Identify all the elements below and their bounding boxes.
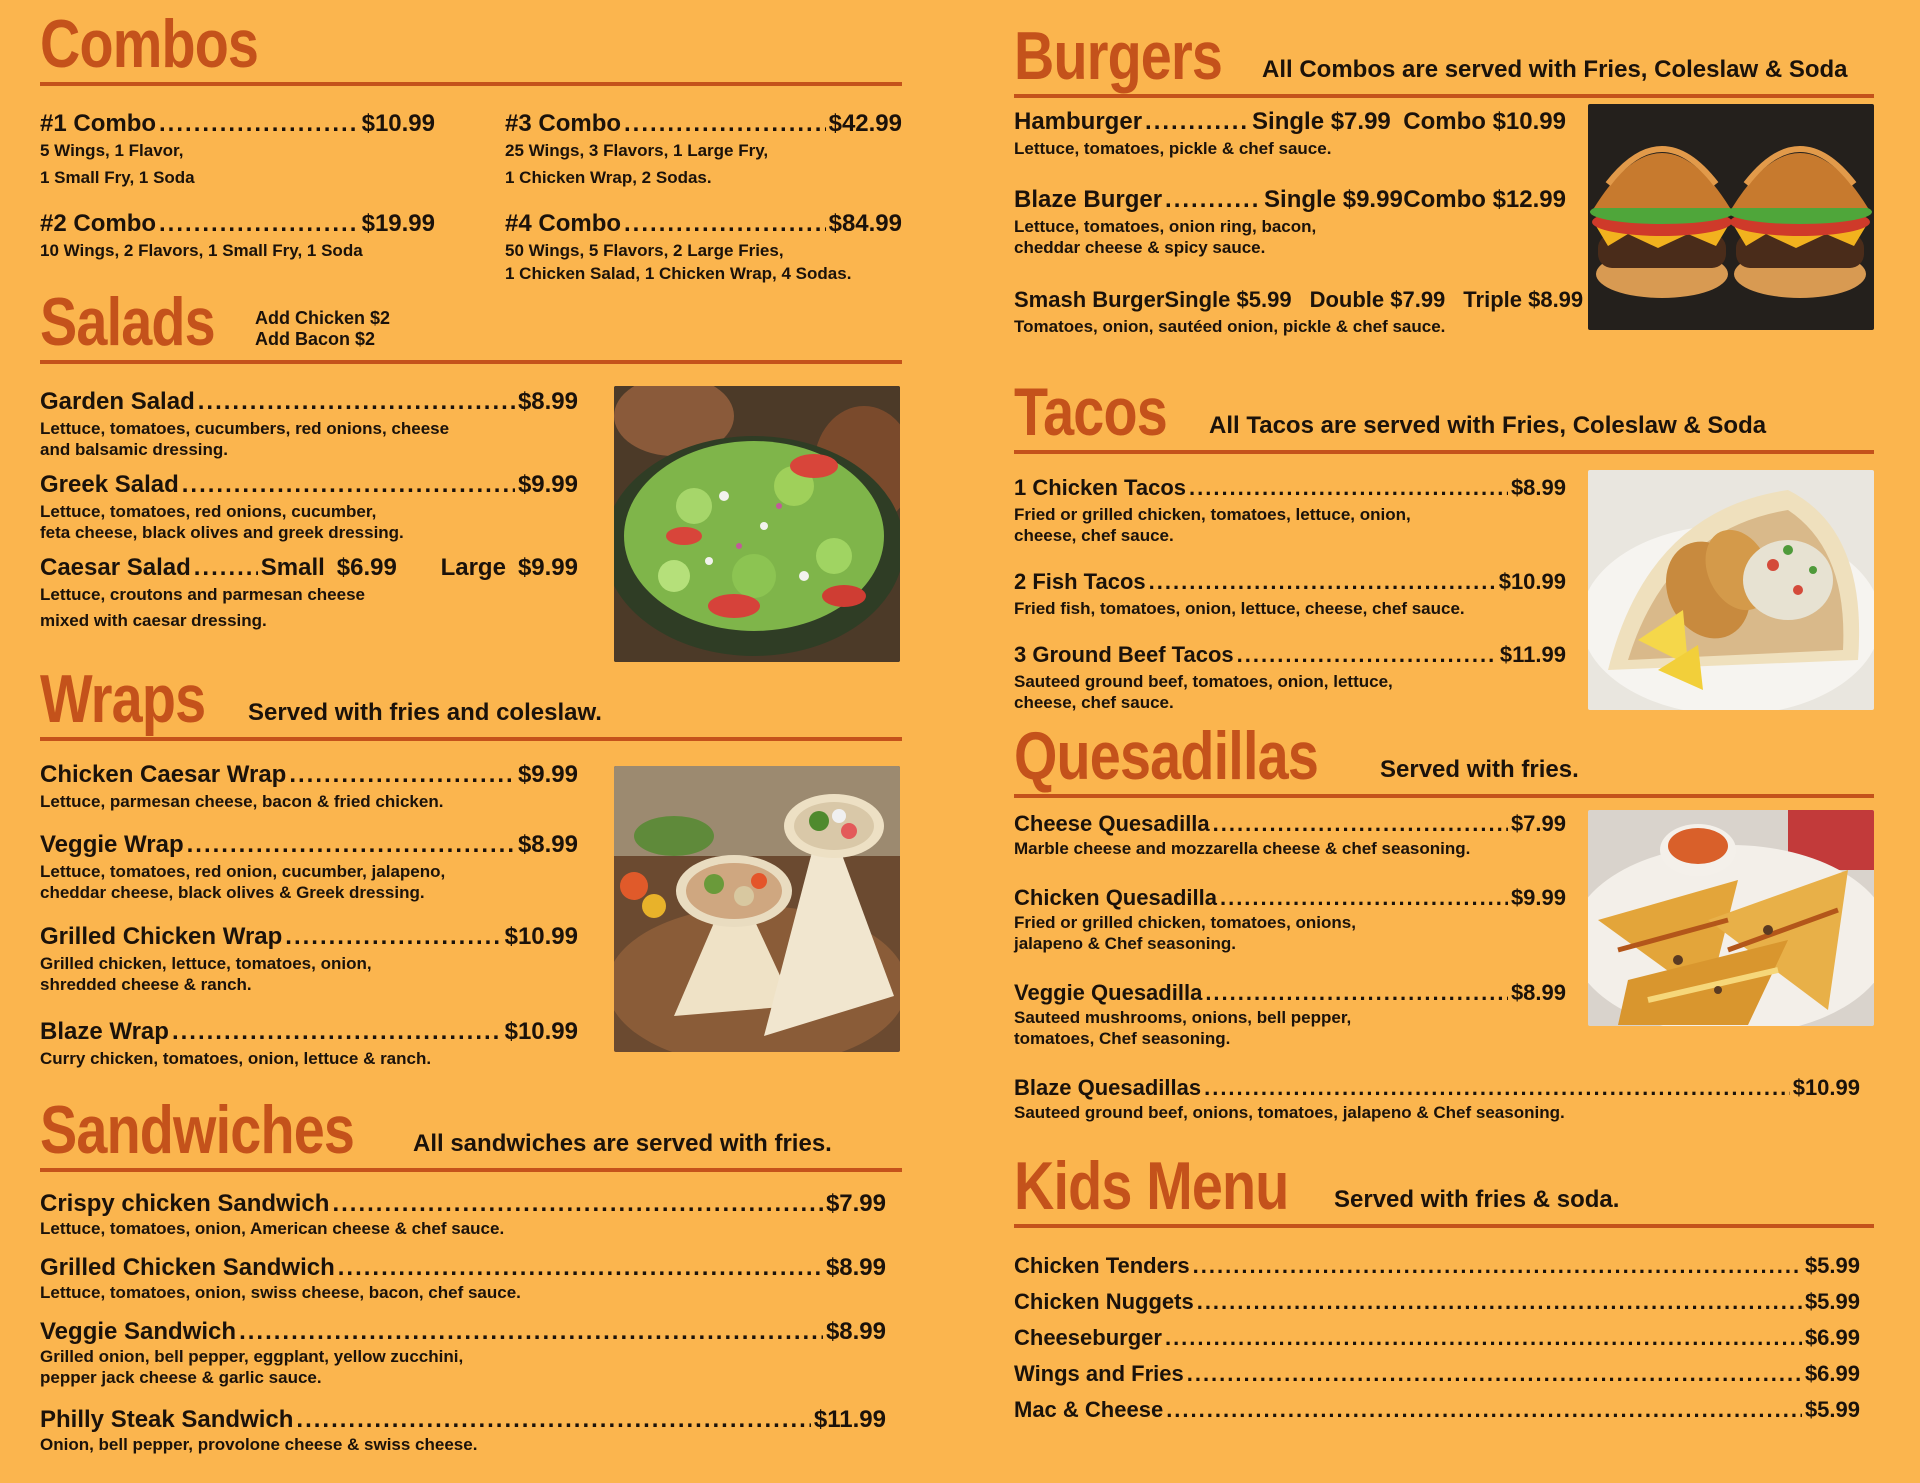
item-desc: cheese, chef sauce. xyxy=(1014,526,1174,545)
leader-dots xyxy=(285,923,501,951)
item-desc: Lettuce, tomatoes, red onion, cucumber, jalapeno, xyxy=(40,862,446,881)
quesadillas-section xyxy=(1014,718,1874,1142)
menu-item-caesar-salad xyxy=(40,554,578,631)
item-desc: 5 Wings, 1 Flavor, xyxy=(40,141,184,160)
item-price: $7.99 xyxy=(1510,811,1566,836)
quesadilla-photo xyxy=(1588,810,1874,1026)
menu-item-blaze-burger xyxy=(1014,186,1566,258)
leader-dots xyxy=(172,1018,502,1046)
quesadillas-header xyxy=(1014,718,1874,798)
item-desc: Grilled onion, bell pepper, eggplant, yellow zucchini, xyxy=(40,1347,464,1366)
item-desc: feta cheese, black olives and greek dressing. xyxy=(40,523,404,542)
kids-menu-title: Kids Menu xyxy=(1014,1148,1289,1224)
wraps-subtitle: Served with fries and coleslaw. xyxy=(248,699,602,726)
leader-dots xyxy=(289,761,515,789)
leader-dots xyxy=(159,210,359,238)
item-desc: 1 Chicken Salad, 1 Chicken Wrap, 4 Sodas. xyxy=(505,264,852,283)
taco-photo xyxy=(1588,470,1874,710)
item-desc: Lettuce, croutons and parmesan cheese xyxy=(40,585,365,604)
item-desc: mixed with caesar dressing. xyxy=(40,611,267,630)
menu-item-chicken-tenders xyxy=(1014,1252,1860,1280)
menu-item-fish-tacos xyxy=(1014,568,1566,619)
item-price: $11.99 xyxy=(1499,642,1566,667)
leader-dots xyxy=(1187,1360,1802,1388)
item-price: $19.99 xyxy=(361,210,435,237)
item-price: $6.99 xyxy=(1804,1325,1860,1350)
combo-price: Combo $10.99 xyxy=(1403,108,1566,135)
item-name: Veggie Quesadilla xyxy=(1014,980,1203,1005)
item-price: $8.99 xyxy=(825,1254,886,1281)
item-name: Chicken Tenders xyxy=(1014,1253,1190,1278)
item-price: $5.99 xyxy=(1804,1397,1860,1422)
item-desc: pepper jack cheese & garlic sauce. xyxy=(40,1368,322,1387)
item-price: $8.99 xyxy=(1510,475,1566,500)
wrap-photo xyxy=(614,766,900,1052)
combo-price: Combo $12.99 xyxy=(1403,186,1566,213)
item-desc: Lettuce, tomatoes, red onions, cucumber, xyxy=(40,502,377,521)
menu-item-veggie-sandwich xyxy=(40,1318,886,1388)
menu-item-mac-and-cheese xyxy=(1014,1396,1860,1424)
item-name: Blaze Burger xyxy=(1014,186,1163,213)
single-price: Single $5.99 xyxy=(1164,287,1292,312)
item-name: Veggie Wrap xyxy=(40,831,184,858)
item-name: #3 Combo xyxy=(505,110,622,137)
item-name: Grilled Chicken Sandwich xyxy=(40,1254,335,1281)
item-price: $9.99 xyxy=(517,471,578,498)
wraps-title: Wraps xyxy=(40,661,206,737)
menu-item-chicken-quesadilla xyxy=(1014,884,1566,954)
item-name: #2 Combo xyxy=(40,210,157,237)
menu-item-cheese-quesadilla xyxy=(1014,810,1566,859)
leader-dots xyxy=(1204,1074,1790,1102)
item-name: Hamburger xyxy=(1014,108,1143,135)
wrap-image xyxy=(614,766,900,1052)
item-name: Blaze Wrap xyxy=(40,1018,169,1045)
menu-item-veggie-quesadilla xyxy=(1014,979,1566,1049)
item-desc: Marble cheese and mozzarella cheese & chef seasoning. xyxy=(1014,839,1471,858)
tacos-section xyxy=(1014,374,1874,718)
triple-price: Triple $8.99 xyxy=(1463,287,1584,312)
item-desc: Curry chicken, tomatoes, onion, lettuce & ranch. xyxy=(40,1049,432,1068)
menu-item-ground-beef-tacos xyxy=(1014,641,1566,713)
item-desc: Lettuce, tomatoes, onion ring, bacon, xyxy=(1014,217,1317,236)
kids-menu-subtitle: Served with fries & soda. xyxy=(1334,1186,1620,1213)
leader-dots xyxy=(239,1318,823,1346)
item-price: $42.99 xyxy=(828,110,902,137)
burgers-subtitle: All Combos are served with Fries, Coleslaw & Soda xyxy=(1262,56,1848,83)
addon-bacon: Add Bacon $2 xyxy=(255,329,376,349)
size-large-label: Large xyxy=(440,554,506,581)
menu-item-combo-2 xyxy=(40,210,435,261)
item-price: $6.99 xyxy=(1804,1361,1860,1386)
item-name: Cheese Quesadilla xyxy=(1014,811,1210,836)
tacos-title: Tacos xyxy=(1014,374,1167,450)
size-large-price: $9.99 xyxy=(517,554,578,581)
item-desc: 10 Wings, 2 Flavors, 1 Small Fry, 1 Soda xyxy=(40,241,363,260)
item-price: $7.99 xyxy=(825,1190,886,1217)
item-desc: Lettuce, tomatoes, pickle & chef sauce. xyxy=(1014,139,1332,158)
item-desc: tomatoes, Chef seasoning. xyxy=(1014,1029,1231,1048)
quesadilla-image xyxy=(1588,810,1874,1026)
menu-item-combo-3 xyxy=(505,110,902,188)
item-desc: Lettuce, tomatoes, onion, swiss cheese, bacon, chef sauce. xyxy=(40,1283,521,1302)
item-price: $10.99 xyxy=(504,1018,578,1045)
wraps-header xyxy=(40,661,902,741)
menu-item-veggie-wrap xyxy=(40,831,578,903)
item-desc: Fried fish, tomatoes, onion, lettuce, cheese, chef sauce. xyxy=(1014,599,1465,618)
kids-menu-header xyxy=(1014,1148,1874,1228)
menu-item-grilled-chicken-wrap xyxy=(40,923,578,995)
sandwiches-subtitle: All sandwiches are served with fries. xyxy=(413,1130,832,1157)
leader-dots xyxy=(332,1190,823,1218)
item-desc: Lettuce, parmesan cheese, bacon & fried chicken. xyxy=(40,792,444,811)
item-price: $10.99 xyxy=(361,110,435,137)
item-desc: cheddar cheese, black olives & Greek dressing. xyxy=(40,883,425,902)
item-desc: Fried or grilled chicken, tomatoes, onions, xyxy=(1014,913,1356,932)
item-desc: cheddar cheese & spicy sauce. xyxy=(1014,238,1266,257)
item-price: $11.99 xyxy=(813,1406,886,1433)
item-name: #1 Combo xyxy=(40,110,157,137)
item-price: $10.99 xyxy=(504,923,578,950)
leader-dots xyxy=(1193,1252,1802,1280)
salads-section xyxy=(40,284,902,668)
menu-item-wings-and-fries xyxy=(1014,1360,1860,1388)
item-desc: Fried or grilled chicken, tomatoes, lettuce, onion, xyxy=(1014,505,1411,524)
item-price: $9.99 xyxy=(1510,885,1566,910)
menu-item-grilled-chicken-sandwich xyxy=(40,1254,886,1303)
item-desc: Tomatoes, onion, sautéed onion, pickle & chef sauce. xyxy=(1014,317,1446,336)
salads-header xyxy=(40,284,902,364)
leader-dots xyxy=(1165,1324,1802,1352)
double-price: Double $7.99 xyxy=(1309,287,1446,312)
item-name: 2 Fish Tacos xyxy=(1014,569,1146,594)
leader-dots xyxy=(1213,810,1508,838)
item-desc: Sauteed mushrooms, onions, bell pepper, xyxy=(1014,1008,1352,1027)
menu-item-greek-salad xyxy=(40,471,578,543)
burger-image xyxy=(1588,104,1874,330)
burgers-header xyxy=(1014,14,1874,98)
item-desc: Grilled chicken, lettuce, tomatoes, onion, xyxy=(40,954,372,973)
leader-dots xyxy=(1205,979,1508,1007)
item-desc: Lettuce, tomatoes, cucumbers, red onions, cheese xyxy=(40,419,450,438)
item-name: Crispy chicken Sandwich xyxy=(40,1190,330,1217)
menu-item-smash-burger xyxy=(1014,286,1584,337)
item-name: Chicken Nuggets xyxy=(1014,1289,1194,1314)
item-name: Caesar Salad xyxy=(40,554,191,581)
item-name: Mac & Cheese xyxy=(1014,1397,1164,1422)
salads-addons xyxy=(255,308,390,350)
sandwiches-section xyxy=(40,1092,902,1476)
leader-dots xyxy=(159,110,359,138)
burgers-section xyxy=(1014,14,1874,344)
item-desc: Sauteed ground beef, tomatoes, onion, lettuce, xyxy=(1014,672,1393,691)
leader-dots xyxy=(1189,474,1508,502)
combos-header xyxy=(40,6,902,86)
item-price: $10.99 xyxy=(1792,1075,1860,1100)
tacos-subtitle: All Tacos are served with Fries, Coleslaw & Soda xyxy=(1209,412,1767,439)
addon-chicken: Add Chicken $2 xyxy=(255,308,391,328)
item-name: Cheeseburger xyxy=(1014,1325,1162,1350)
item-price: $5.99 xyxy=(1804,1253,1860,1278)
item-desc: 50 Wings, 5 Flavors, 2 Large Fries, xyxy=(505,241,784,260)
leader-dots xyxy=(296,1406,810,1434)
item-desc: 25 Wings, 3 Flavors, 1 Large Fry, xyxy=(505,141,769,160)
item-name: Blaze Quesadillas xyxy=(1014,1075,1202,1100)
salad-image xyxy=(614,386,900,662)
burger-photo xyxy=(1588,104,1874,330)
leader-dots xyxy=(182,471,515,499)
quesadillas-title: Quesadillas xyxy=(1014,718,1319,794)
item-price: $10.99 xyxy=(1498,569,1566,594)
burgers-title: Burgers xyxy=(1014,18,1223,94)
leader-dots xyxy=(187,831,515,859)
leader-dots xyxy=(198,388,515,416)
menu-item-blaze-quesadillas xyxy=(1014,1074,1860,1123)
item-name: #4 Combo xyxy=(505,210,622,237)
combos-title: Combos xyxy=(40,6,259,82)
menu-item-philly-steak-sandwich xyxy=(40,1406,886,1455)
item-name: Grilled Chicken Wrap xyxy=(40,923,283,950)
menu-item-garden-salad xyxy=(40,388,578,460)
wraps-section xyxy=(40,661,902,1085)
item-price: $9.99 xyxy=(517,761,578,788)
leader-dots xyxy=(624,110,826,138)
item-desc: and balsamic dressing. xyxy=(40,440,229,459)
item-name: Greek Salad xyxy=(40,471,179,498)
item-name: Chicken Quesadilla xyxy=(1014,885,1217,910)
leader-dots xyxy=(1237,641,1497,669)
item-price: $8.99 xyxy=(517,388,578,415)
salads-title: Salads xyxy=(40,284,215,360)
taco-image xyxy=(1588,470,1874,710)
kids-menu-section xyxy=(1014,1148,1874,1452)
single-price: Single $9.99 xyxy=(1264,186,1403,213)
item-name: 1 Chicken Tacos xyxy=(1014,475,1186,500)
menu-item-cheeseburger xyxy=(1014,1324,1860,1352)
leader-dots xyxy=(1220,884,1508,912)
item-name: Wings and Fries xyxy=(1014,1361,1184,1386)
item-desc: Onion, bell pepper, provolone cheese & swiss cheese. xyxy=(40,1435,478,1454)
item-desc: shredded cheese & ranch. xyxy=(40,975,252,994)
leader-dots xyxy=(194,554,258,582)
menu-item-crispy-chicken-sandwich xyxy=(40,1190,886,1239)
leader-dots xyxy=(1166,1396,1802,1424)
item-desc: jalapeno & Chef seasoning. xyxy=(1014,934,1236,953)
item-name: Veggie Sandwich xyxy=(40,1318,237,1345)
sandwiches-title: Sandwiches xyxy=(40,1092,355,1168)
leader-dots xyxy=(1149,568,1496,596)
item-name: Garden Salad xyxy=(40,388,195,415)
leader-dots xyxy=(1197,1288,1802,1316)
item-desc: cheese, chef sauce. xyxy=(1014,693,1174,712)
combos-section xyxy=(40,6,902,290)
leader-dots xyxy=(338,1254,823,1282)
leader-dots xyxy=(624,210,826,238)
size-small-label: Small xyxy=(260,554,325,581)
sandwiches-header xyxy=(40,1092,902,1172)
menu-item-chicken-nuggets xyxy=(1014,1288,1860,1316)
item-desc: Sauteed ground beef, onions, tomatoes, jalapeno & Chef seasoning. xyxy=(1014,1103,1565,1122)
quesadillas-subtitle: Served with fries. xyxy=(1380,756,1579,783)
tacos-header xyxy=(1014,374,1874,454)
menu-item-combo-1 xyxy=(40,110,435,188)
item-price: $8.99 xyxy=(517,831,578,858)
item-price: $5.99 xyxy=(1804,1289,1860,1314)
menu-item-hamburger xyxy=(1014,108,1566,159)
leader-dots xyxy=(1145,108,1249,136)
menu-item-combo-4 xyxy=(505,210,902,284)
item-price: $8.99 xyxy=(1510,980,1566,1005)
item-desc: 1 Small Fry, 1 Soda xyxy=(40,168,195,187)
item-name: Philly Steak Sandwich xyxy=(40,1406,294,1433)
item-name: 3 Ground Beef Tacos xyxy=(1014,642,1234,667)
single-price: Single $7.99 xyxy=(1252,108,1391,135)
menu-item-chicken-caesar-wrap xyxy=(40,761,578,812)
menu-item-chicken-tacos xyxy=(1014,474,1566,546)
salad-photo xyxy=(614,386,900,662)
menu-item-blaze-wrap xyxy=(40,1018,578,1069)
item-name: Chicken Caesar Wrap xyxy=(40,761,287,788)
size-small-price: $6.99 xyxy=(336,554,397,581)
item-desc: Lettuce, tomatoes, onion, American cheese & chef sauce. xyxy=(40,1219,505,1238)
item-price: $8.99 xyxy=(825,1318,886,1345)
item-desc: 1 Chicken Wrap, 2 Sodas. xyxy=(505,168,712,187)
item-price: $84.99 xyxy=(828,210,902,237)
leader-dots xyxy=(1165,186,1261,214)
item-name: Smash Burger xyxy=(1014,287,1165,312)
